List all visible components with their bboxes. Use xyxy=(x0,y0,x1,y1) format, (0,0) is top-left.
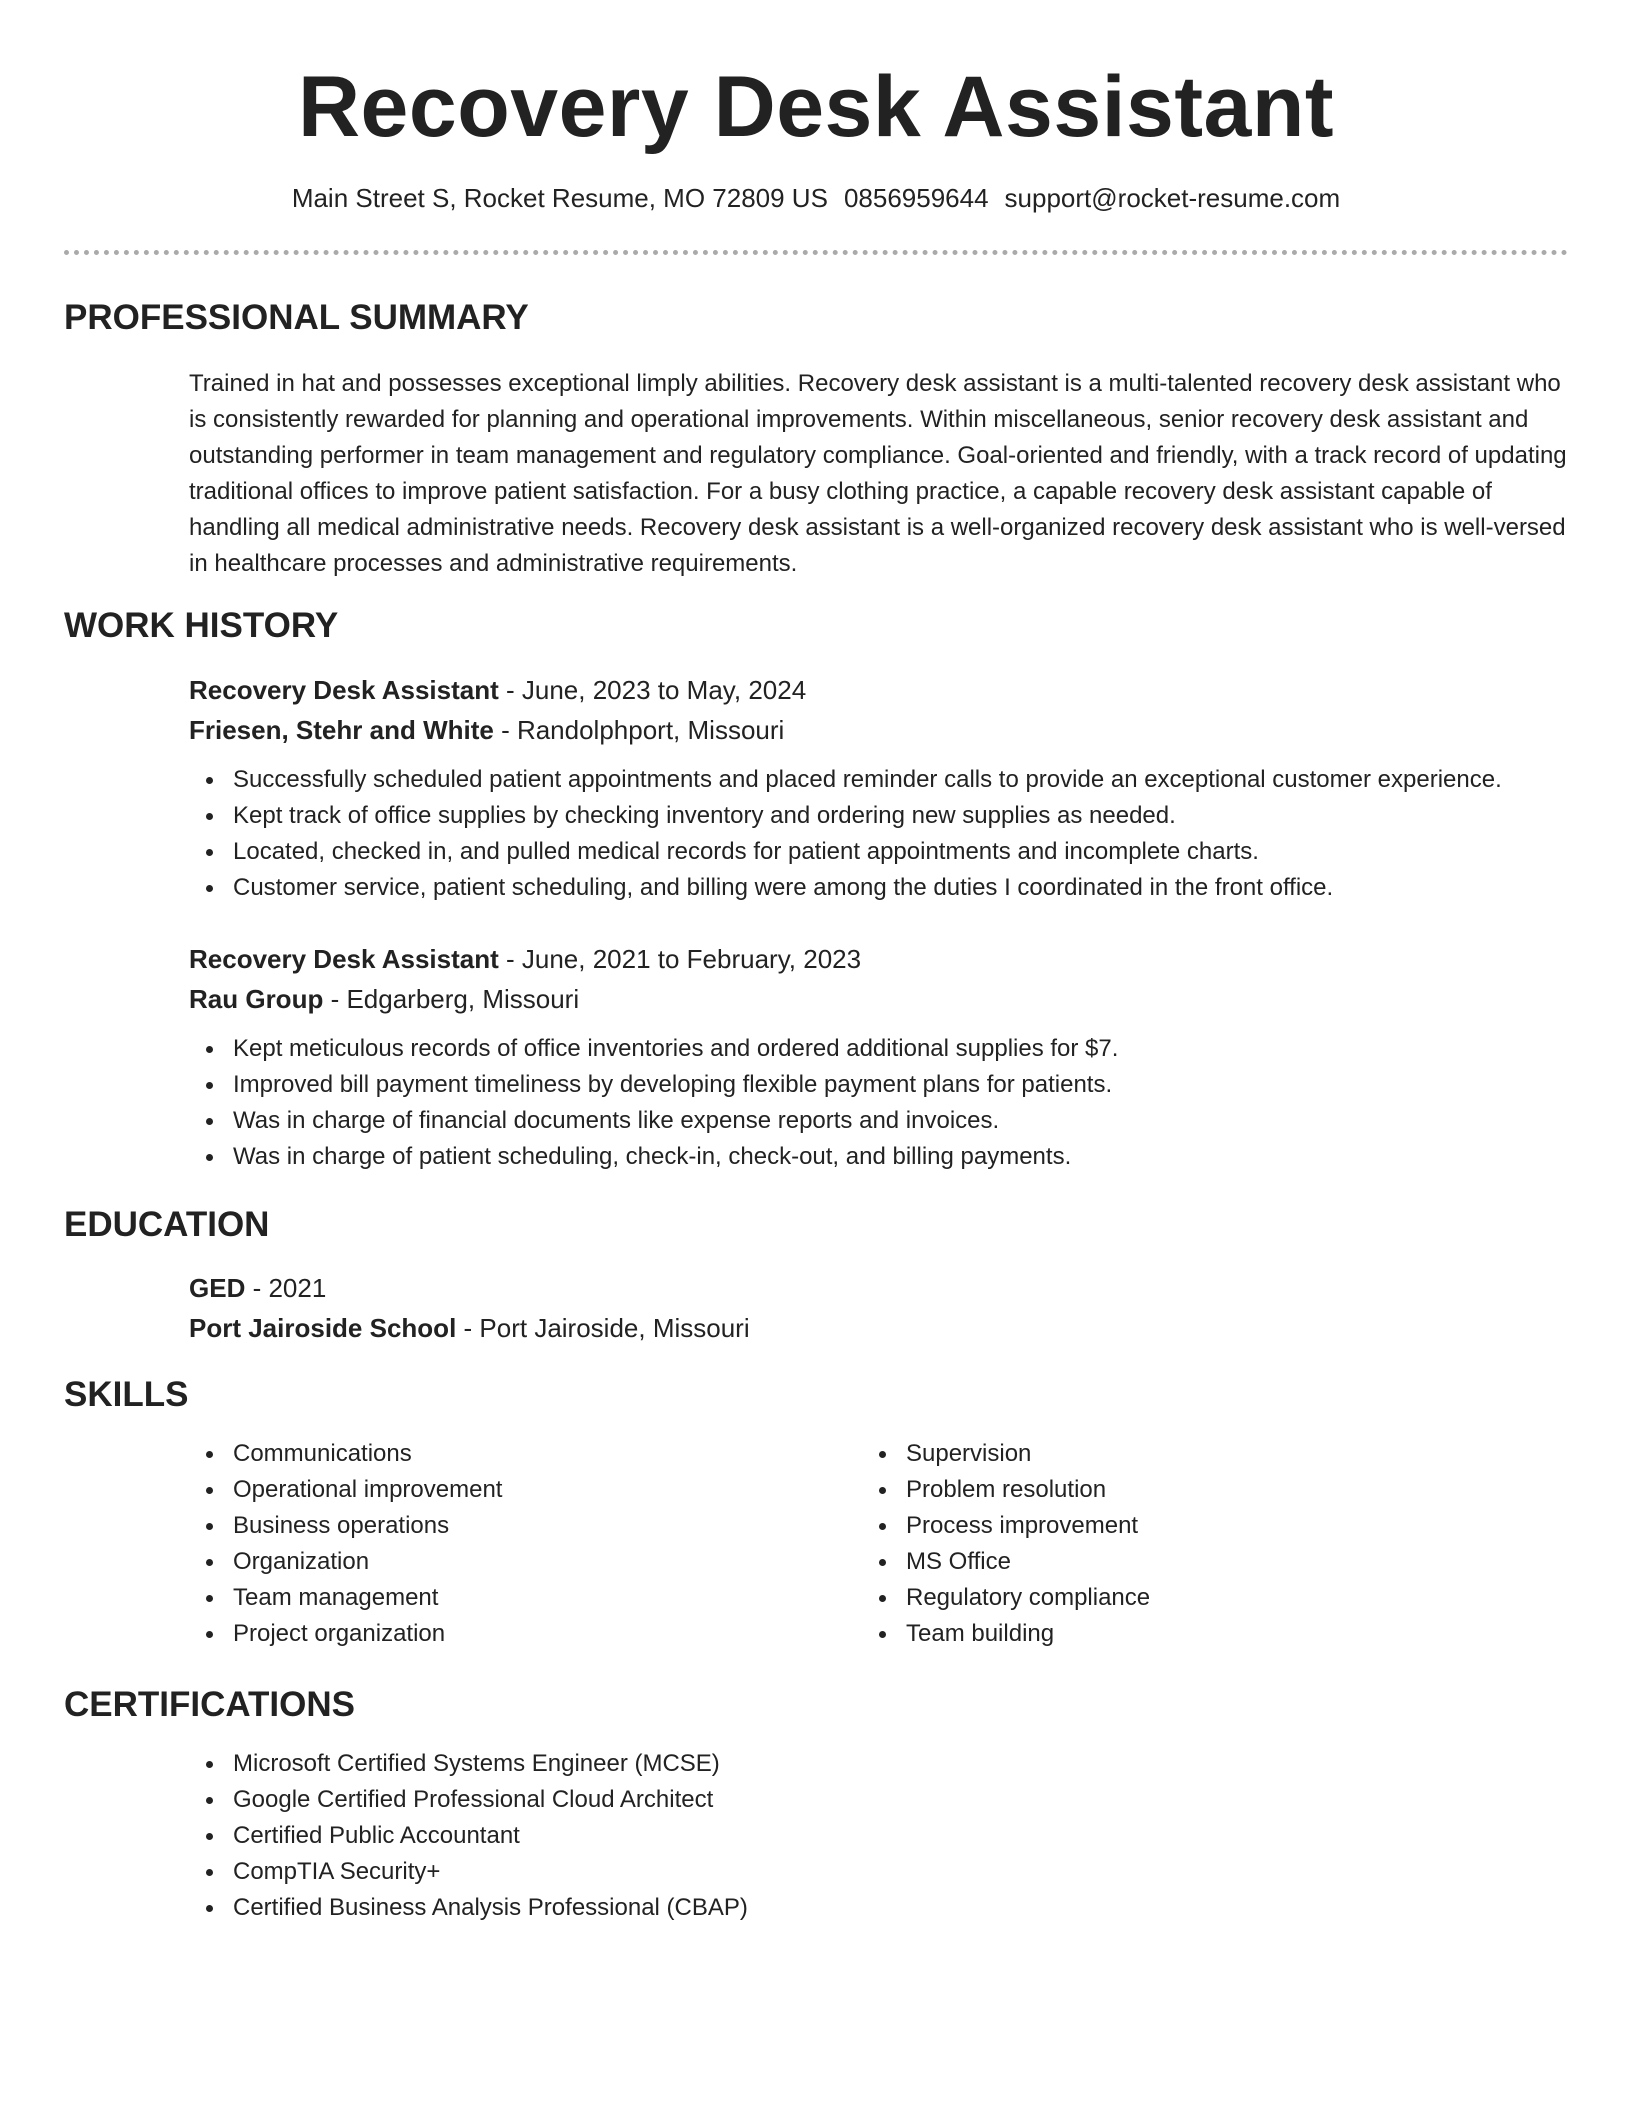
education-school: Port Jairoside School xyxy=(189,1313,457,1343)
job-title-line xyxy=(189,939,1569,979)
job-location: - Randolphport, Missouri xyxy=(501,715,785,745)
certifications-block xyxy=(189,1746,1569,1926)
certification-item: CompTIA Security+ xyxy=(189,1854,1569,1890)
job-title-line xyxy=(189,670,1569,710)
skill-item: MS Office xyxy=(862,1544,1462,1580)
candidate-name: Recovery Desk Assistant xyxy=(297,59,1335,155)
header-divider xyxy=(64,250,1568,255)
work-history-heading: WORK HISTORY xyxy=(64,606,339,645)
job-company-line xyxy=(189,979,1569,1019)
education-school-line xyxy=(189,1308,1569,1348)
skill-item: Team management xyxy=(189,1580,789,1616)
skill-item: Team building xyxy=(862,1616,1462,1652)
education-heading: EDUCATION xyxy=(64,1205,270,1244)
job-bullet: Customer service, patient scheduling, and billing were among the duties I coordinated in the front office. xyxy=(189,870,1569,906)
education-location: - Port Jairoside, Missouri xyxy=(463,1313,750,1343)
skill-item: Operational improvement xyxy=(189,1472,789,1508)
skills-list-left xyxy=(189,1436,789,1652)
skill-item: Communications xyxy=(189,1436,789,1472)
job-company: Rau Group xyxy=(189,984,324,1014)
job-bullet: Kept meticulous records of office inventories and ordered additional supplies for $7. xyxy=(189,1031,1569,1067)
summary-text: Trained in hat and possesses exceptional limply abilities. Recovery desk assistant is a multi-talented recovery desk assistant who is consistently rewarded for planning and operational improvements. Within miscellaneous, senior recovery desk assistant and outstanding performer in team management and regulatory compliance. Goal-oriented and friendly, with a track record of updating traditional offices to improve patient satisfaction. For a busy clothing practice, a capable recovery desk assistant capable of handling all medical administrative needs. Recovery desk assistant is a well-organized recovery desk assistant who is well-versed in healthcare processes and administrative requirements. xyxy=(189,370,1567,577)
contact-email: support@rocket-resume.com xyxy=(1004,183,1341,213)
job-bullets xyxy=(189,762,1569,906)
skill-item: Project organization xyxy=(189,1616,789,1652)
contact-address: Main Street S, Rocket Resume, MO 72809 US xyxy=(291,183,828,213)
skills-list-right xyxy=(862,1436,1462,1652)
summary-heading: PROFESSIONAL SUMMARY xyxy=(64,298,529,337)
job-bullet: Kept track of office supplies by checking inventory and ordering new supplies as needed. xyxy=(189,798,1569,834)
contact-phone: 0856959644 xyxy=(843,183,989,213)
job-entry xyxy=(189,939,1569,1175)
education-entry xyxy=(189,1268,1569,1348)
skills-column-left xyxy=(189,1436,789,1652)
job-bullet: Successfully scheduled patient appointments and placed reminder calls to provide an exceptional customer experience. xyxy=(189,762,1569,798)
skill-item: Problem resolution xyxy=(862,1472,1462,1508)
certification-item: Google Certified Professional Cloud Architect xyxy=(189,1782,1569,1818)
job-title: Recovery Desk Assistant xyxy=(189,675,499,705)
job-dates: - June, 2021 to February, 2023 xyxy=(506,944,862,974)
job-company-line xyxy=(189,710,1569,750)
certifications-heading: CERTIFICATIONS xyxy=(64,1685,356,1724)
skills-column-right xyxy=(862,1436,1462,1652)
skill-item: Organization xyxy=(189,1544,789,1580)
job-dates: - June, 2023 to May, 2024 xyxy=(506,675,807,705)
job-bullet: Was in charge of patient scheduling, check-in, check-out, and billing payments. xyxy=(189,1139,1569,1175)
skill-item: Supervision xyxy=(862,1436,1462,1472)
skill-item: Process improvement xyxy=(862,1508,1462,1544)
job-bullets xyxy=(189,1031,1569,1175)
job-bullet: Located, checked in, and pulled medical records for patient appointments and incomplete charts. xyxy=(189,834,1569,870)
skills-heading: SKILLS xyxy=(64,1375,189,1414)
certification-item: Certified Business Analysis Professional (CBAP) xyxy=(189,1890,1569,1926)
skill-item: Business operations xyxy=(189,1508,789,1544)
certification-item: Microsoft Certified Systems Engineer (MCSE) xyxy=(189,1746,1569,1782)
education-year: - 2021 xyxy=(252,1273,327,1303)
job-entry xyxy=(189,670,1569,906)
education-degree-line xyxy=(189,1268,1569,1308)
skill-item: Regulatory compliance xyxy=(862,1580,1462,1616)
education-degree: GED xyxy=(189,1273,246,1303)
job-bullet: Improved bill payment timeliness by developing flexible payment plans for patients. xyxy=(189,1067,1569,1103)
certification-item: Certified Public Accountant xyxy=(189,1818,1569,1854)
contact-line xyxy=(0,180,1632,216)
job-company: Friesen, Stehr and White xyxy=(189,715,494,745)
job-location: - Edgarberg, Missouri xyxy=(330,984,580,1014)
job-bullet: Was in charge of financial documents like expense reports and invoices. xyxy=(189,1103,1569,1139)
job-title: Recovery Desk Assistant xyxy=(189,944,499,974)
certifications-list xyxy=(189,1746,1569,1926)
